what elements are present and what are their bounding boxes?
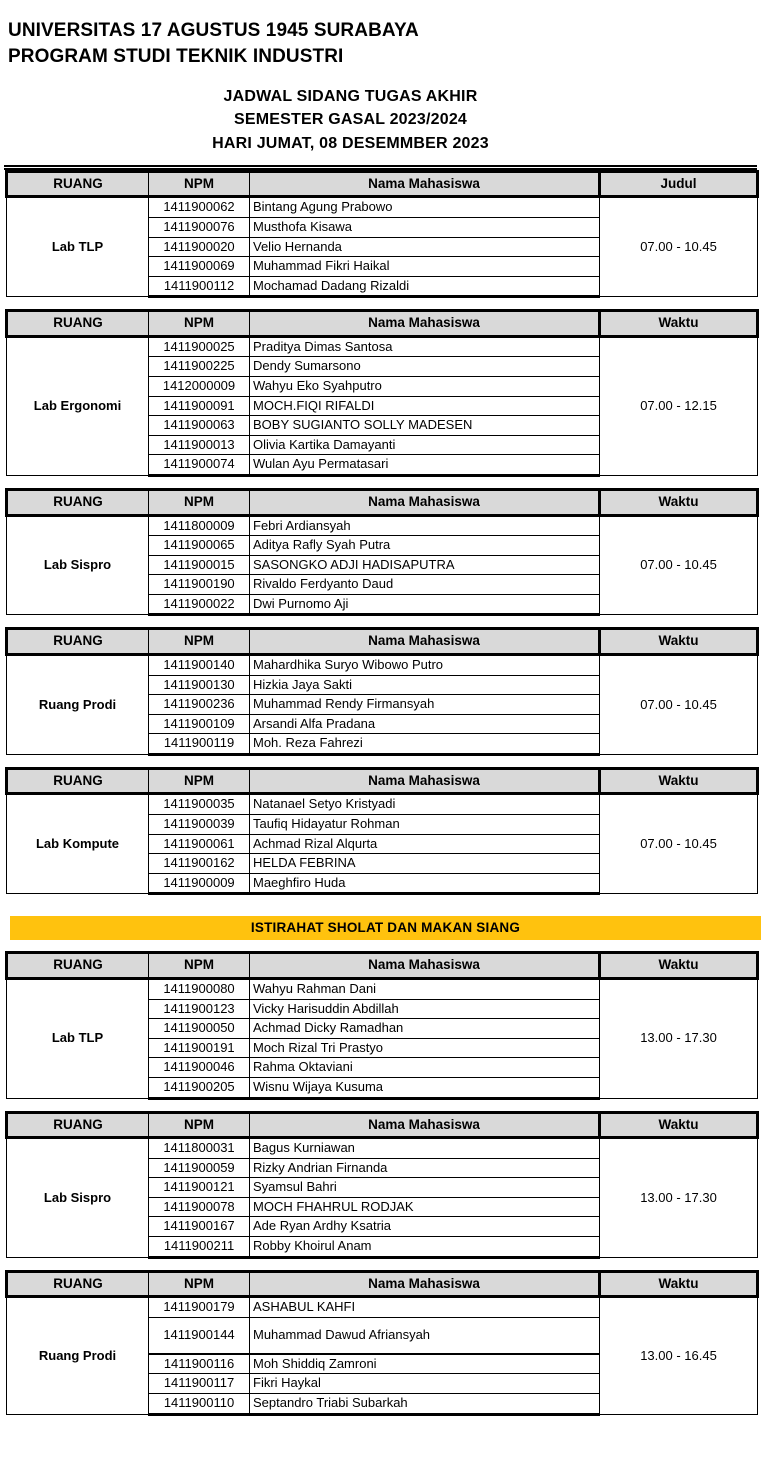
cell-student-name: Muhammad Fikri Haikal bbox=[250, 257, 600, 277]
cell-student-name: Syamsul Bahri bbox=[250, 1178, 600, 1198]
column-header-waktu: Waktu bbox=[600, 1112, 758, 1138]
cell-npm: 1411900110 bbox=[149, 1393, 250, 1414]
table-row bbox=[7, 336, 758, 357]
cell-npm: 1411900205 bbox=[149, 1077, 250, 1098]
cell-student-name: Praditya Dimas Santosa bbox=[250, 336, 600, 357]
table-header-row bbox=[7, 311, 758, 337]
cell-student-name: Mahardhika Suryo Wibowo Putro bbox=[250, 655, 600, 676]
column-header-ruang: RUANG bbox=[7, 629, 149, 655]
schedule-table bbox=[5, 1111, 759, 1259]
column-header-waktu: Waktu bbox=[600, 629, 758, 655]
cell-npm: 1411900022 bbox=[149, 594, 250, 615]
cell-student-name: MOCH FHAHRUL RODJAK bbox=[250, 1197, 600, 1217]
cell-npm: 1411900117 bbox=[149, 1374, 250, 1394]
table-row bbox=[7, 655, 758, 676]
column-header-npm: NPM bbox=[149, 171, 250, 197]
cell-npm: 1411900069 bbox=[149, 257, 250, 277]
cell-student-name: Muhammad Dawud Afriansyah bbox=[250, 1317, 600, 1354]
cell-student-name: HELDA FEBRINA bbox=[250, 854, 600, 874]
cell-room-name: Lab TLP bbox=[7, 978, 149, 1098]
cell-npm: 1411900225 bbox=[149, 357, 250, 377]
column-header-nama: Nama Mahasiswa bbox=[250, 490, 600, 516]
document-title: JADWAL SIDANG TUGAS AKHIR bbox=[223, 88, 478, 106]
cell-npm: 1411900121 bbox=[149, 1178, 250, 1198]
cell-student-name: Moh. Reza Fahrezi bbox=[250, 734, 600, 755]
column-header-npm: NPM bbox=[149, 768, 250, 794]
column-header-nama: Nama Mahasiswa bbox=[250, 629, 600, 655]
cell-time-slot: 07.00 - 12.15 bbox=[600, 336, 758, 475]
cell-npm: 1411900112 bbox=[149, 276, 250, 297]
cell-npm: 1411900190 bbox=[149, 575, 250, 595]
cell-student-name: Muhammad Rendy Firmansyah bbox=[250, 695, 600, 715]
cell-npm: 1411900130 bbox=[149, 675, 250, 695]
program-name: PROGRAM STUDI TEKNIK INDUSTRI bbox=[8, 45, 344, 67]
cell-student-name: Dwi Purnomo Aji bbox=[250, 594, 600, 615]
cell-room-name: Lab Sispro bbox=[7, 515, 149, 615]
cell-student-name: Taufiq Hidayatur Rohman bbox=[250, 815, 600, 835]
column-header-nama: Nama Mahasiswa bbox=[250, 768, 600, 794]
column-header-waktu: Judul bbox=[600, 171, 758, 197]
cell-student-name: Wisnu Wijaya Kusuma bbox=[250, 1077, 600, 1098]
cell-room-name: Ruang Prodi bbox=[7, 1297, 149, 1414]
column-header-nama: Nama Mahasiswa bbox=[250, 953, 600, 979]
table-row bbox=[7, 197, 758, 218]
cell-student-name: Wahyu Rahman Dani bbox=[250, 978, 600, 999]
cell-time-slot: 07.00 - 10.45 bbox=[600, 515, 758, 615]
column-header-nama: Nama Mahasiswa bbox=[250, 1112, 600, 1138]
university-name: UNIVERSITAS 17 AGUSTUS 1945 SURABAYA bbox=[8, 20, 419, 41]
cell-npm: 1411900046 bbox=[149, 1058, 250, 1078]
cell-student-name: Ade Ryan Ardhy Ksatria bbox=[250, 1217, 600, 1237]
document-title-block bbox=[0, 85, 761, 155]
column-header-nama: Nama Mahasiswa bbox=[250, 171, 600, 197]
table-row bbox=[7, 1297, 758, 1318]
schedule-block bbox=[5, 1111, 756, 1259]
column-header-nama: Nama Mahasiswa bbox=[250, 1271, 600, 1297]
column-header-ruang: RUANG bbox=[7, 768, 149, 794]
cell-npm: 1411900061 bbox=[149, 834, 250, 854]
schedule-table bbox=[5, 627, 759, 755]
cell-npm: 1411900167 bbox=[149, 1217, 250, 1237]
schedule-blocks-container bbox=[5, 170, 756, 1416]
cell-npm: 1411900109 bbox=[149, 714, 250, 734]
cell-student-name: Rahma Oktaviani bbox=[250, 1058, 600, 1078]
schedule-table bbox=[5, 170, 759, 298]
table-header-row bbox=[7, 171, 758, 197]
column-header-npm: NPM bbox=[149, 629, 250, 655]
table-header-row bbox=[7, 1112, 758, 1138]
cell-npm: 1411900144 bbox=[149, 1317, 250, 1354]
cell-npm: 1411800031 bbox=[149, 1138, 250, 1159]
cell-time-slot: 07.00 - 10.45 bbox=[600, 794, 758, 894]
schedule-table bbox=[5, 951, 759, 1099]
cell-room-name: Lab Sispro bbox=[7, 1138, 149, 1258]
schedule-block bbox=[5, 1270, 756, 1416]
cell-student-name: Dendy Sumarsono bbox=[250, 357, 600, 377]
schedule-block bbox=[5, 951, 756, 1099]
schedule-block bbox=[5, 170, 756, 298]
cell-npm: 1411900076 bbox=[149, 217, 250, 237]
cell-npm: 1411900162 bbox=[149, 854, 250, 874]
cell-student-name: Vicky Harisuddin Abdillah bbox=[250, 999, 600, 1019]
schedule-table bbox=[5, 1270, 759, 1416]
cell-npm: 1411900062 bbox=[149, 197, 250, 218]
column-header-ruang: RUANG bbox=[7, 1271, 149, 1297]
cell-npm: 1411900039 bbox=[149, 815, 250, 835]
cell-room-name: Lab TLP bbox=[7, 197, 149, 297]
cell-student-name: Wulan Ayu Permatasari bbox=[250, 455, 600, 476]
cell-time-slot: 13.00 - 16.45 bbox=[600, 1297, 758, 1414]
cell-student-name: Musthofa Kisawa bbox=[250, 217, 600, 237]
cell-student-name: MOCH.FIQI RIFALDI bbox=[250, 396, 600, 416]
cell-npm: 1411900009 bbox=[149, 873, 250, 894]
cell-time-slot: 13.00 - 17.30 bbox=[600, 978, 758, 1098]
cell-student-name: Bintang Agung Prabowo bbox=[250, 197, 600, 218]
cell-student-name: Hizkia Jaya Sakti bbox=[250, 675, 600, 695]
cell-time-slot: 07.00 - 10.45 bbox=[600, 655, 758, 755]
column-header-ruang: RUANG bbox=[7, 490, 149, 516]
cell-student-name: Wahyu Eko Syahputro bbox=[250, 377, 600, 397]
cell-student-name: Achmad Dicky Ramadhan bbox=[250, 1019, 600, 1039]
cell-student-name: Fikri Haykal bbox=[250, 1374, 600, 1394]
cell-time-slot: 13.00 - 17.30 bbox=[600, 1138, 758, 1258]
column-header-ruang: RUANG bbox=[7, 953, 149, 979]
cell-npm: 1411900080 bbox=[149, 978, 250, 999]
cell-student-name: Olivia Kartika Damayanti bbox=[250, 435, 600, 455]
cell-npm: 1411900074 bbox=[149, 455, 250, 476]
schedule-table bbox=[5, 488, 759, 616]
column-header-waktu: Waktu bbox=[600, 1271, 758, 1297]
cell-student-name: Maeghfiro Huda bbox=[250, 873, 600, 894]
cell-student-name: Achmad Rizal Alqurta bbox=[250, 834, 600, 854]
column-header-npm: NPM bbox=[149, 1271, 250, 1297]
table-row bbox=[7, 1138, 758, 1159]
cell-student-name: Rivaldo Ferdyanto Daud bbox=[250, 575, 600, 595]
column-header-npm: NPM bbox=[149, 490, 250, 516]
schedule-block bbox=[5, 767, 756, 895]
schedule-table bbox=[5, 309, 759, 477]
column-header-waktu: Waktu bbox=[600, 311, 758, 337]
table-row bbox=[7, 794, 758, 815]
cell-student-name: Arsandi Alfa Pradana bbox=[250, 714, 600, 734]
cell-student-name: Natanael Setyo Kristyadi bbox=[250, 794, 600, 815]
schedule-block bbox=[5, 627, 756, 755]
cell-student-name: Moh Shiddiq Zamroni bbox=[250, 1354, 600, 1374]
cell-time-slot: 07.00 - 10.45 bbox=[600, 197, 758, 297]
table-header-row bbox=[7, 953, 758, 979]
cell-npm: 1411900123 bbox=[149, 999, 250, 1019]
column-header-ruang: RUANG bbox=[7, 1112, 149, 1138]
break-banner: ISTIRAHAT SHOLAT DAN MAKAN SIANG bbox=[10, 916, 761, 940]
cell-room-name: Ruang Prodi bbox=[7, 655, 149, 755]
document-date: HARI JUMAT, 08 DESEMMBER 2023 bbox=[212, 134, 489, 152]
column-header-waktu: Waktu bbox=[600, 768, 758, 794]
cell-npm: 1411900236 bbox=[149, 695, 250, 715]
table-header-row bbox=[7, 768, 758, 794]
cell-npm: 1411900025 bbox=[149, 336, 250, 357]
table-row bbox=[7, 515, 758, 536]
cell-student-name: Mochamad Dadang Rizaldi bbox=[250, 276, 600, 297]
cell-npm: 1411900119 bbox=[149, 734, 250, 755]
table-header-row bbox=[7, 490, 758, 516]
column-header-nama: Nama Mahasiswa bbox=[250, 311, 600, 337]
cell-npm: 1411900063 bbox=[149, 416, 250, 436]
column-header-npm: NPM bbox=[149, 311, 250, 337]
column-header-ruang: RUANG bbox=[7, 311, 149, 337]
cell-room-name: Lab Ergonomi bbox=[7, 336, 149, 475]
cell-npm: 1411900020 bbox=[149, 237, 250, 257]
column-header-waktu: Waktu bbox=[600, 953, 758, 979]
column-header-ruang: RUANG bbox=[7, 171, 149, 197]
cell-student-name: SASONGKO ADJI HADISAPUTRA bbox=[250, 555, 600, 575]
cell-student-name: ASHABUL KAHFI bbox=[250, 1297, 600, 1318]
cell-npm: 1411900078 bbox=[149, 1197, 250, 1217]
cell-npm: 1411900065 bbox=[149, 536, 250, 556]
schedule-table bbox=[5, 767, 759, 895]
cell-npm: 1411900059 bbox=[149, 1158, 250, 1178]
cell-room-name: Lab Kompute bbox=[7, 794, 149, 894]
cell-npm: 1411900035 bbox=[149, 794, 250, 815]
cell-npm: 1411900050 bbox=[149, 1019, 250, 1039]
schedule-block bbox=[5, 309, 756, 477]
cell-student-name: BOBY SUGIANTO SOLLY MADESEN bbox=[250, 416, 600, 436]
schedule-block bbox=[5, 488, 756, 616]
banner-spacer bbox=[5, 906, 756, 916]
cell-student-name: Febri Ardiansyah bbox=[250, 515, 600, 536]
table-header-row bbox=[7, 1271, 758, 1297]
column-header-waktu: Waktu bbox=[600, 490, 758, 516]
document-semester: SEMESTER GASAL 2023/2024 bbox=[233, 111, 468, 129]
cell-npm: 1411900116 bbox=[149, 1354, 250, 1374]
column-header-npm: NPM bbox=[149, 953, 250, 979]
cell-npm: 1411900091 bbox=[149, 396, 250, 416]
table-row bbox=[7, 978, 758, 999]
cell-npm: 1411900013 bbox=[149, 435, 250, 455]
cell-student-name: Velio Hernanda bbox=[250, 237, 600, 257]
cell-npm: 1411900140 bbox=[149, 655, 250, 676]
cell-student-name: Rizky Andrian Firnanda bbox=[250, 1158, 600, 1178]
cell-npm: 1411800009 bbox=[149, 515, 250, 536]
cell-student-name: Bagus Kurniawan bbox=[250, 1138, 600, 1159]
cell-npm: 1412000009 bbox=[149, 377, 250, 397]
cell-student-name: Septandro Triabi Subarkah bbox=[250, 1393, 600, 1414]
column-header-npm: NPM bbox=[149, 1112, 250, 1138]
cell-npm: 1411900179 bbox=[149, 1297, 250, 1318]
letterhead bbox=[0, 0, 761, 69]
cell-npm: 1411900211 bbox=[149, 1237, 250, 1258]
table-header-row bbox=[7, 629, 758, 655]
cell-student-name: Moch Rizal Tri Prastyo bbox=[250, 1038, 600, 1058]
cell-npm: 1411900191 bbox=[149, 1038, 250, 1058]
cell-student-name: Aditya Rafly Syah Putra bbox=[250, 536, 600, 556]
cell-student-name: Robby Khoirul Anam bbox=[250, 1237, 600, 1258]
cell-npm: 1411900015 bbox=[149, 555, 250, 575]
